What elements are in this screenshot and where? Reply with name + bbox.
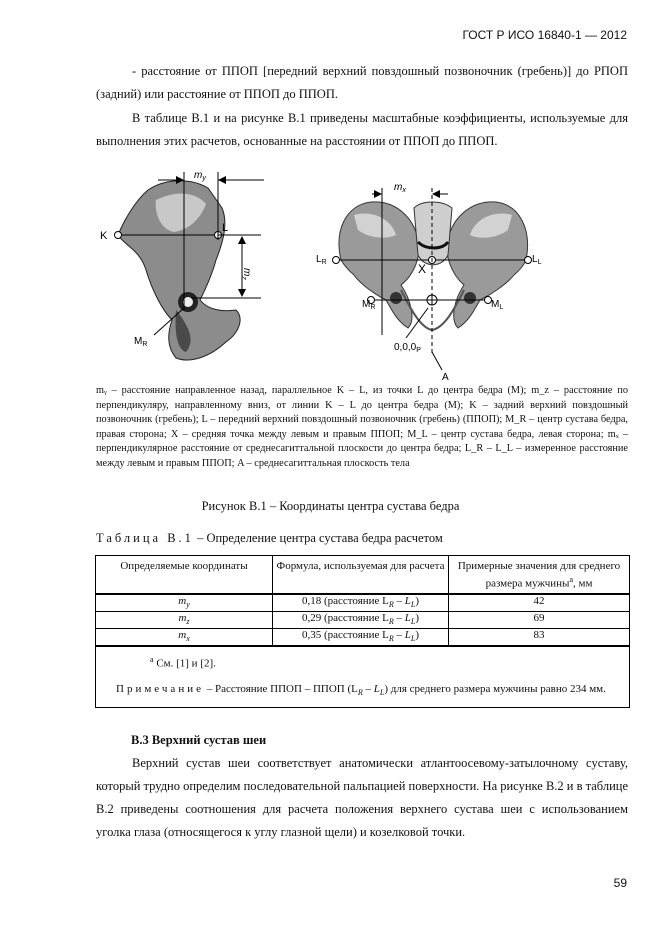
pelvis-lateral-drawing (118, 181, 240, 360)
mx-label: $m_x$ (394, 182, 406, 194)
document-header: ГОСТ Р ИСО 16840-1 — 2012 (462, 28, 627, 42)
lr-label: $L_R$ (316, 254, 327, 266)
table-title: Таблица В.1 – Определение центра сустава бедра расчетом (96, 531, 443, 545)
coord-cell: $m_x$ (96, 629, 273, 647)
intro-paragraph-1: - расстояние от ППОП [передний верхний повздошный позвоночник (гребень)] до РПОП (задний) или расстояние от ППОП до ППОП. (96, 64, 628, 101)
x-label: X (418, 262, 427, 276)
hip-joint-table (95, 555, 630, 708)
mr-label-left: $M_R$ (134, 336, 148, 348)
table-row (96, 611, 630, 628)
section-paragraph: Верхний сустав шеи соответствует анатомически атлантоосевому-затылочному суставу, который трудно определим последовательной пальпацией поверхности. На рисунке В.2 и в таблице В.2 приведены соотношения для расчета положения верхнего сустава шеи с использованием уголка глаза (относящегося к углу глазной щели) и козелковой точки. (96, 756, 628, 839)
a-label: A (442, 372, 449, 383)
l-label: L (222, 222, 229, 234)
coord-cell: $m_y$ (96, 594, 273, 612)
value-cell: 83 (449, 629, 630, 647)
figure-title: Рисунок В.1 – Координаты центра сустава бедра (201, 499, 460, 513)
formula-cell: 0,18 (расстояние $L_R - L_L$) (273, 594, 449, 612)
ml-label: $M_L$ (491, 299, 504, 311)
value-cell: 69 (449, 611, 630, 628)
mz-label: $m_z$ (240, 268, 252, 280)
table-footnote: $^a$ См. [1] и [2]. (150, 655, 216, 670)
header-formula: Формула, используемая для расчета (273, 556, 449, 594)
formula-cell: 0,29 (расстояние $L_R - L_L$) (273, 611, 449, 628)
coord-cell: $m_z$ (96, 611, 273, 628)
k-label: K (100, 230, 108, 242)
section-title: В.3 Верхний сустав шеи (131, 733, 267, 747)
intro-paragraph-2: В таблице В.1 и на рисунке В.1 приведены масштабные коэффициенты, используемые для выполнения этих расчетов, основанные на расстоянии от ППОП до ППОП. (96, 111, 628, 148)
value-cell: 42 (449, 594, 630, 612)
table-row (96, 629, 630, 647)
origin-label: $0,0,0_P$ (394, 342, 421, 354)
page-number: 59 (613, 876, 627, 890)
my-label: $m_y$ (194, 170, 206, 182)
table-row (96, 594, 630, 612)
ll-label: $L_L$ (532, 254, 542, 266)
hip-joint-figure (96, 160, 628, 385)
header-coordinates: Определяемые координаты (96, 556, 273, 594)
header-values: Примерные значения для среднего размера мужчины$^a$, мм (449, 556, 630, 594)
figure-legend: mᵧ – расстояние направленное назад, параллельное K – L, из точки L до центра бедра (M); m_z – расстояние по перпендикуляру, направленному вниз, от линии K – L до центра бедра (M); K – задний верхний повздошный позвоночник (гребень); L – передний верхний повздошный позвоночник (гребень) (ППОП); M_R – центр сустава бедра, правая сторона; X – средняя точка между левым и правым ППОП; M_L – центр сустава бедра, левая сторона; mₓ – перпендикулярное расстояние от среднесагиттальной плоскости до центра бедра; L_R – L_L – измеренное расстояние между левым и правым ППОП; A – среднесагиттальная плоскость тела (96, 385, 628, 469)
formula-cell: 0,35 (расстояние $L_R - L_L$) (273, 629, 449, 647)
table-note: Примечание – Расстояние ППОП – ППОП $(L_R - L_L)$ для среднего размера мужчины равно 234 мм. (116, 682, 606, 698)
mr-label-right: $M_R$ (362, 299, 376, 311)
table-notes (96, 646, 630, 707)
